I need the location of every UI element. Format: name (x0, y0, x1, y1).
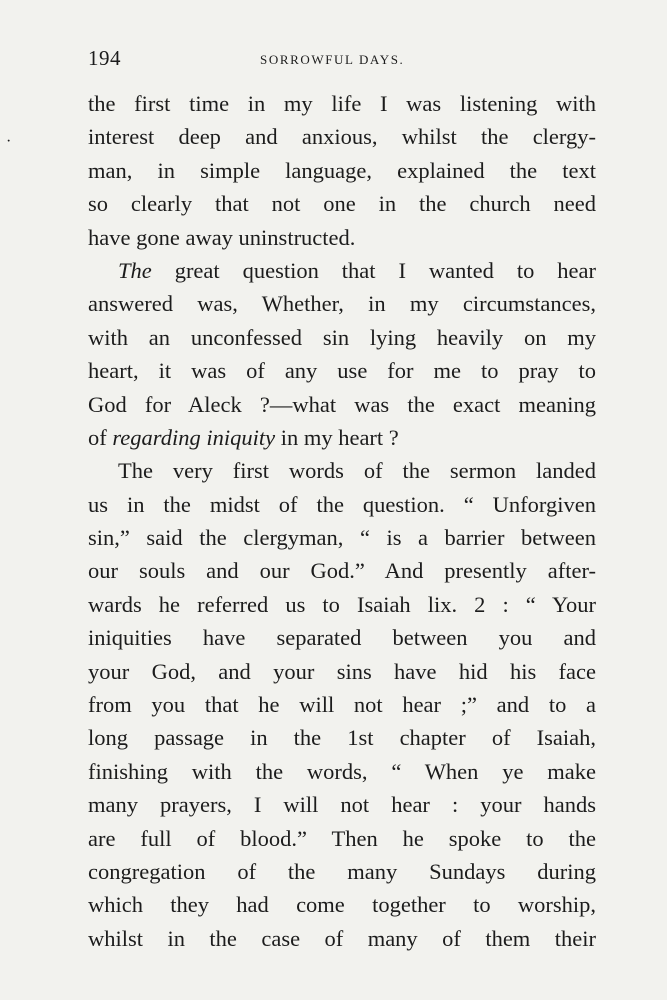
italic-phrase: regarding iniquity (112, 424, 276, 450)
text-line: man, in simple language, explained the text (88, 157, 596, 183)
text-line: interest deep and anxious, whilst the clergy- (88, 124, 596, 150)
margin-mark: · (6, 133, 12, 150)
text-line: sin,” said the clergyman, “ is a barrier between (88, 525, 596, 551)
text-line: God for Aleck ?—what was the exact meaning (88, 391, 596, 417)
text-span: in my heart ? (275, 424, 399, 450)
text-line: so clearly that not one in the church need (88, 191, 596, 217)
body-text (88, 87, 596, 955)
text-line: long passage in the 1st chapter of Isaiah, (88, 725, 596, 751)
text-line: wards he referred us to Isaiah lix. 2 : “ Your (88, 591, 596, 617)
text-line: us in the midst of the question. “ Unforgiven (88, 491, 596, 517)
text-line: from you that he will not hear ;” and to a (88, 692, 596, 718)
text-line: finishing with the words, “ When ye make (88, 758, 596, 784)
text-line: whilst in the case of many of them their (88, 925, 596, 951)
text-line: our souls and our God.” And presently after- (88, 558, 596, 584)
running-head (88, 46, 596, 76)
text-line (88, 254, 596, 287)
text-span: great question that I wanted to hear (151, 257, 596, 283)
text-line: congregation of the many Sundays during (88, 858, 596, 884)
text-line: have gone away uninstructed. (88, 224, 356, 250)
text-line: with an unconfessed sin lying heavily on my (88, 324, 596, 350)
text-line: the first time in my life I was listening with (88, 91, 596, 116)
text-line: iniquities have separated between you and (88, 625, 596, 651)
text-line (88, 421, 596, 454)
text-line: heart, it was of any use for me to pray to (88, 358, 596, 384)
italic-word: The (118, 257, 152, 283)
text-line: answered was, Whether, in my circumstances, (88, 291, 596, 317)
text-line: your God, and your sins have hid his face (88, 658, 596, 684)
text-line: many prayers, I will not hear : your hands (88, 792, 596, 818)
text-line: which they had come together to worship, (88, 892, 596, 918)
text-line: are full of blood.” Then he spoke to the (88, 825, 596, 851)
text-line: The very first words of the sermon landed (118, 458, 596, 484)
running-title: SORROWFUL DAYS. (260, 52, 405, 67)
page-number: 194 (88, 46, 121, 70)
text-span: of (88, 424, 113, 450)
